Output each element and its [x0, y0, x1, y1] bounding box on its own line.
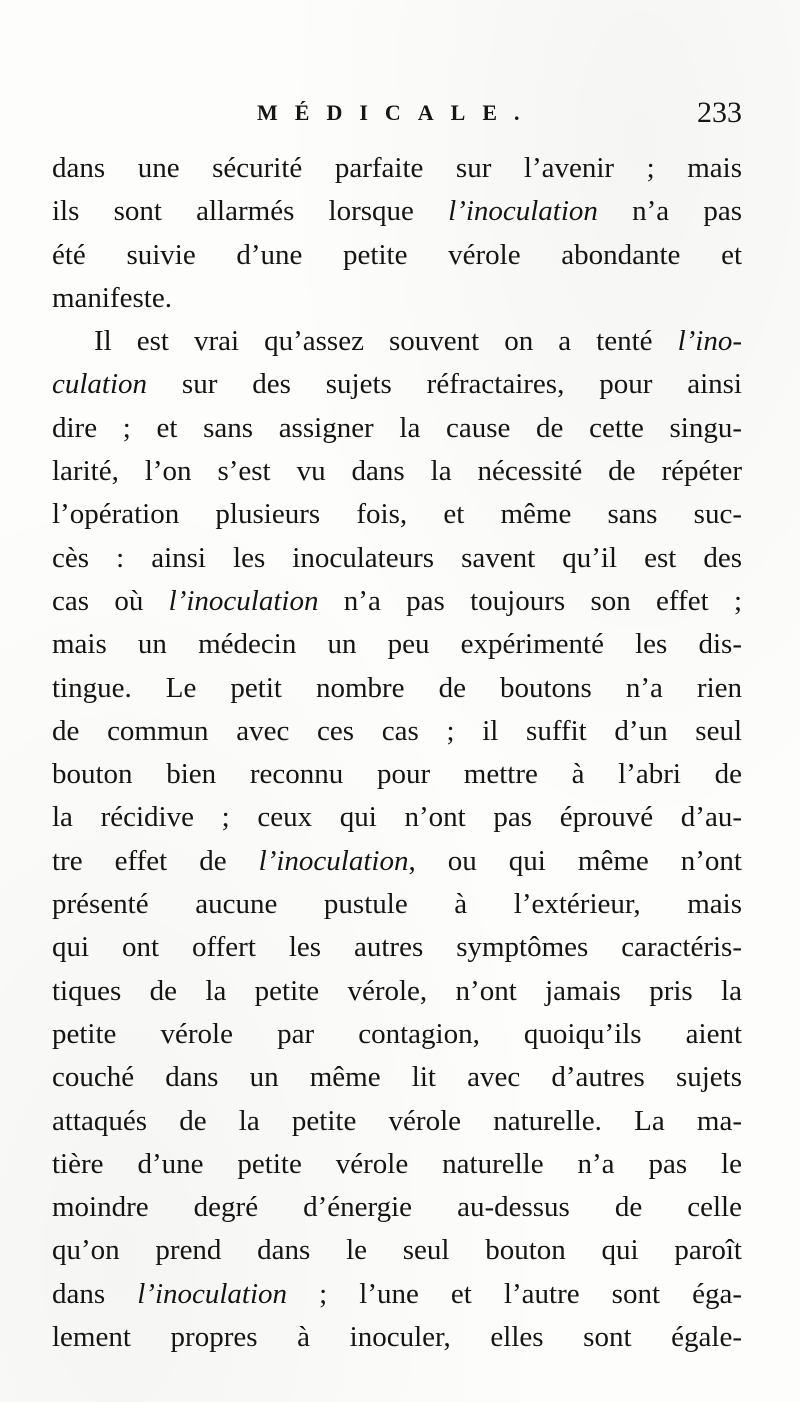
text-line — [52, 277, 742, 320]
text-segment: cès : ainsi les inoculateurs savent qu’il est des — [52, 541, 742, 574]
text-line — [52, 883, 742, 926]
text-segment: larité, l’on s’est vu dans la nécessité de répéter — [52, 455, 742, 488]
text-line — [52, 710, 742, 753]
text-segment: Il est vrai qu’assez souvent on a tenté — [94, 325, 678, 358]
text-line — [52, 926, 742, 969]
text-line — [52, 623, 742, 666]
italic-text: culation — [52, 368, 148, 401]
text-line — [52, 1229, 742, 1272]
text-segment: manifeste. — [52, 281, 172, 314]
text-segment: dans — [52, 1277, 138, 1310]
running-head: MÉDICALE. — [257, 100, 537, 125]
text-segment: dans une sécurité parfaite sur l’avenir ; mais — [52, 152, 742, 184]
text-line — [52, 234, 742, 277]
text-line — [52, 840, 742, 883]
text-line — [52, 147, 742, 190]
italic-text: l’inoculation — [168, 584, 319, 617]
text-line — [52, 407, 742, 450]
text-segment: sur des sujets réfractaires, pour ainsi — [147, 368, 742, 401]
text-segment: moindre degré d’énergie au-dessus de celle — [52, 1191, 742, 1224]
text-segment: la récidive ; ceux qui n’ont pas éprouvé d’au- — [52, 801, 742, 834]
page-header — [52, 96, 742, 140]
text-segment: cas où — [52, 584, 169, 617]
body-text — [52, 147, 742, 1359]
italic-text: l’ino- — [677, 325, 742, 358]
text-segment: n’a pas — [597, 195, 743, 228]
text-segment: petite vérole par contagion, quoiqu’ils aient — [52, 1017, 742, 1050]
text-line — [52, 493, 742, 536]
italic-text: l’inoculation — [258, 844, 409, 877]
text-line — [52, 1273, 742, 1316]
text-segment: , ou qui même n’ont — [408, 844, 742, 877]
text-line — [52, 753, 742, 796]
text-segment: tingue. Le petit nombre de boutons n’a rien — [52, 671, 742, 704]
text-segment: couché dans un même lit avec d’autres sujets — [52, 1061, 742, 1094]
text-segment: mais un médecin un peu expérimenté les dis- — [52, 628, 742, 661]
text-line — [52, 580, 742, 623]
text-segment: qui ont offert les autres symptômes caractéris- — [52, 931, 742, 964]
text-line — [52, 1056, 742, 1099]
text-line — [52, 1186, 742, 1229]
text-segment: bouton bien reconnu pour mettre à l’abri de — [52, 758, 742, 791]
page-number: 233 — [697, 96, 742, 129]
text-segment: qu’on prend dans le seul bouton qui paroît — [52, 1234, 742, 1267]
text-line — [52, 1100, 742, 1143]
text-segment: ; l’une et l’autre sont éga- — [287, 1277, 742, 1310]
text-line — [52, 190, 742, 233]
text-segment: ils sont allarmés lorsque — [52, 195, 449, 228]
text-segment: tiques de la petite vérole, n’ont jamais pris la — [52, 974, 742, 1007]
text-line — [52, 1013, 742, 1056]
text-line — [52, 667, 742, 710]
text-line — [52, 363, 742, 406]
text-segment: l’opération plusieurs fois, et même sans suc- — [52, 498, 742, 531]
text-segment: présenté aucune pustule à l’extérieur, mais — [52, 888, 742, 921]
text-line — [52, 450, 742, 493]
italic-text: l’inoculation — [137, 1277, 288, 1310]
text-line — [52, 970, 742, 1013]
italic-text: l’inoculation — [448, 195, 598, 228]
text-segment: dire ; et sans assigner la cause de cette singu- — [52, 411, 742, 444]
text-line — [52, 537, 742, 580]
text-line — [52, 796, 742, 839]
text-line — [52, 1143, 742, 1186]
text-segment: tière d’une petite vérole naturelle n’a pas le — [52, 1147, 742, 1180]
text-segment: lement propres à inoculer, elles sont égale- — [52, 1321, 742, 1354]
text-segment: été suivie d’une petite vérole abondante et — [52, 238, 742, 271]
text-segment: n’a pas toujours son effet ; — [318, 584, 743, 617]
text-line — [52, 320, 742, 363]
text-segment: de commun avec ces cas ; il suffit d’un seul — [52, 714, 742, 747]
text-segment: attaqués de la petite vérole naturelle. La ma- — [52, 1104, 742, 1137]
text-line — [52, 1316, 742, 1359]
text-segment: tre effet de — [52, 844, 259, 877]
